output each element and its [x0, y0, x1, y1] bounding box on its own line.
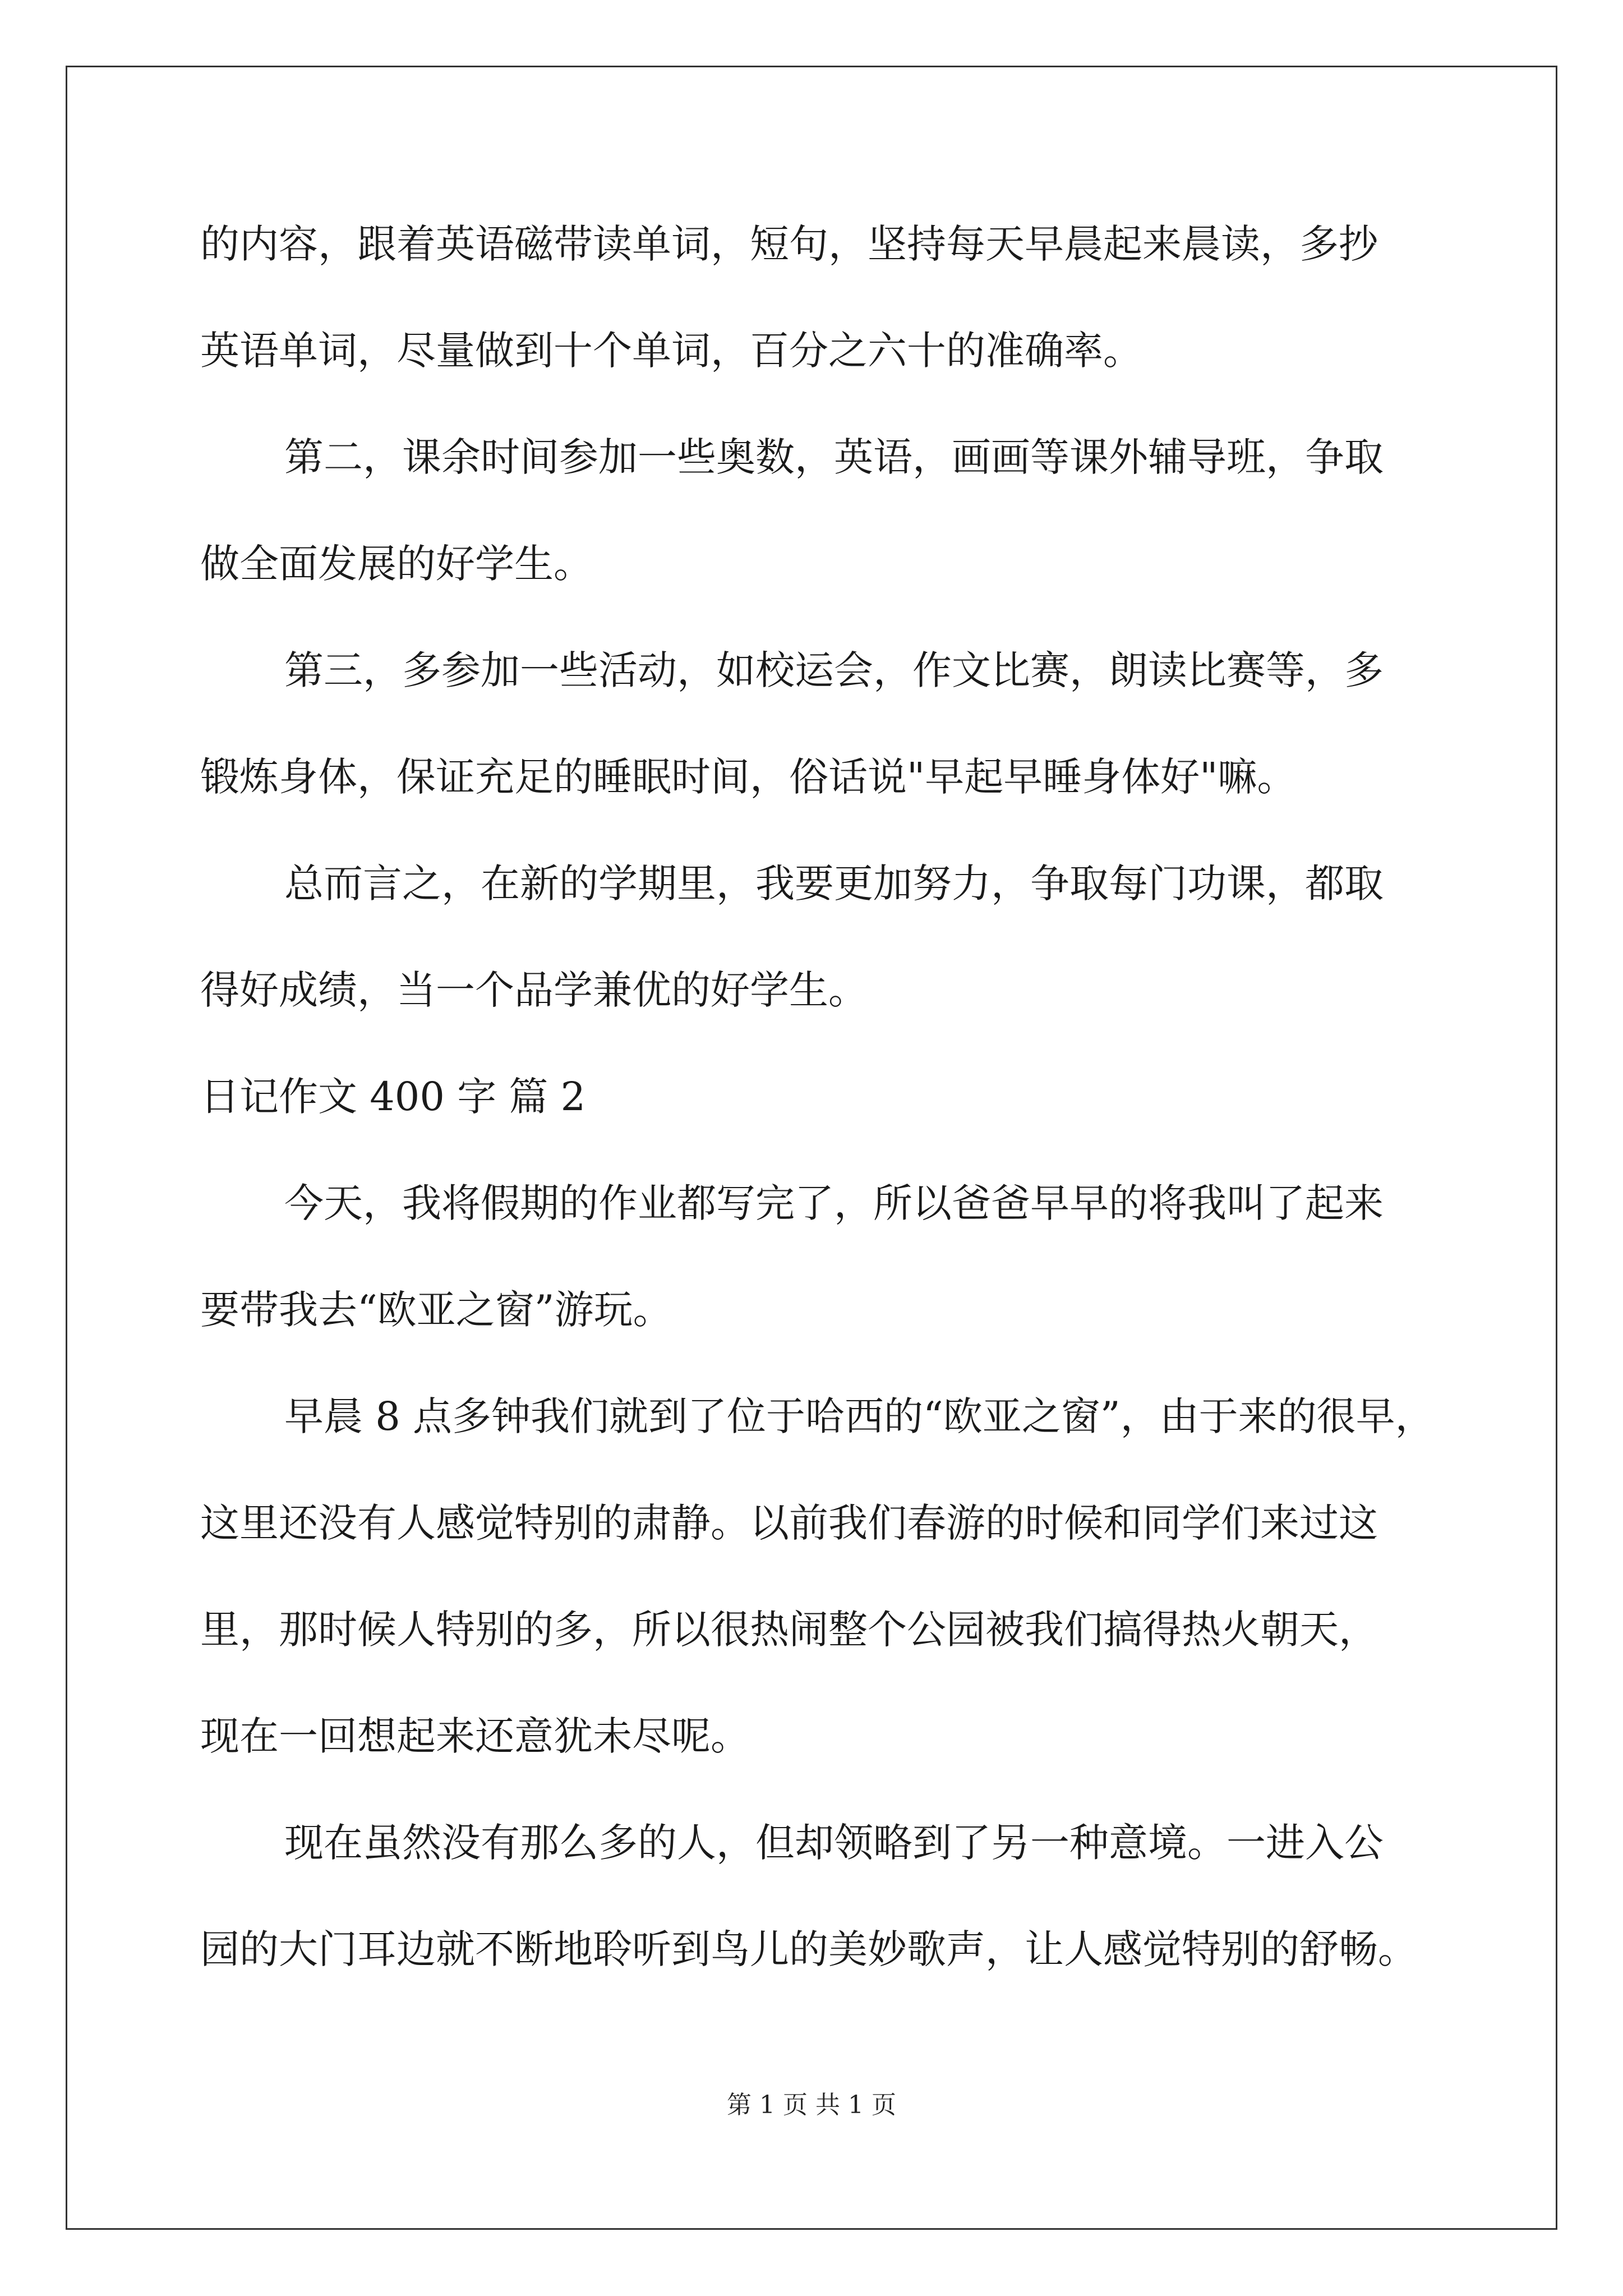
text-line: 现在虽然没有那么多的人，但却领略到了另一种意境。一进入公	[284, 1820, 1384, 1866]
text-line: 里，那时候人特别的多，所以很热闹整个公园被我们搞得热火朝天，	[200, 1607, 1378, 1653]
text-line: 第三，多参加一些活动，如校运会，作文比赛，朗读比赛等，多	[284, 647, 1384, 693]
section-heading: 日记作文 400 字 篇 2	[200, 1074, 586, 1120]
page-footer: 第 1 页 共 1 页	[727, 2091, 896, 2119]
text-line: 锻炼身体，保证充足的睡眠时间，俗话说"早起早睡身体好"嘛。	[200, 754, 1297, 800]
text-line: 要带我去“欧亚之窗”游玩。	[200, 1287, 672, 1333]
text-line: 现在一回想起来还意犹未尽呢。	[200, 1713, 750, 1759]
text-line: 这里还没有人感觉特别的肃静。以前我们春游的时候和同学们来过这	[200, 1500, 1378, 1546]
text-line: 做全面发展的好学生。	[200, 541, 593, 587]
text-line: 的内容，跟着英语磁带读单词，短句，坚持每天早晨起来晨读，多抄	[200, 221, 1378, 267]
text-line: 园的大门耳边就不断地聆听到鸟儿的美妙歌声，让人感觉特别的舒畅。	[200, 1926, 1417, 1972]
text-line: 早晨 8 点多钟我们就到了位于哈西的“欧亚之窗”，由于来的很早，	[284, 1393, 1435, 1439]
text-line: 第二，课余时间参加一些奥数，英语，画画等课外辅导班，争取	[284, 434, 1384, 480]
text-line: 今天，我将假期的作业都写完了，所以爸爸早早的将我叫了起来	[284, 1180, 1384, 1226]
document-body	[200, 191, 1434, 2003]
text-line: 总而言之，在新的学期里，我要更加努力，争取每门功课，都取	[284, 861, 1384, 907]
text-line: 英语单词，尽量做到十个单词，百分之六十的准确率。	[200, 328, 1142, 374]
text-line: 得好成绩，当一个品学兼优的好学生。	[200, 967, 868, 1013]
